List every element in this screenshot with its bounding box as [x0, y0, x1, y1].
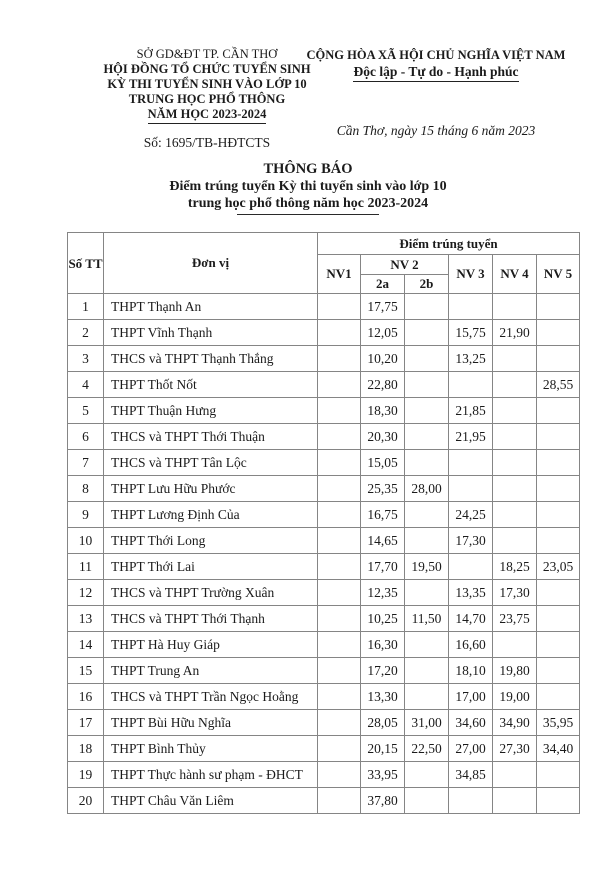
row-number: 18: [68, 736, 104, 762]
score-nv3: 13,25: [449, 346, 493, 372]
score-nv2a: 17,70: [361, 554, 405, 580]
score-nv4: [493, 528, 537, 554]
score-nv1: [318, 476, 361, 502]
table-row: [68, 554, 580, 580]
school-name: THCS và THPT Trường Xuân: [104, 580, 318, 606]
score-nv1: [318, 710, 361, 736]
table-row: [68, 684, 580, 710]
table-row: [68, 502, 580, 528]
score-nv1: [318, 294, 361, 320]
score-nv2a: 33,95: [361, 762, 405, 788]
table-row: [68, 788, 580, 814]
score-nv3: 24,25: [449, 502, 493, 528]
column-header-don-vi: Đơn vị: [104, 233, 318, 294]
row-number: 15: [68, 658, 104, 684]
score-nv5: [537, 320, 580, 346]
table-row: [68, 346, 580, 372]
score-nv2a: 18,30: [361, 398, 405, 424]
score-nv4: [493, 372, 537, 398]
score-nv2a: 20,30: [361, 424, 405, 450]
school-name: THPT Thới Lai: [104, 554, 318, 580]
score-nv4: 18,25: [493, 554, 537, 580]
exam-name-line1: KỲ THI TUYỂN SINH VÀO LỚP 10: [107, 77, 307, 91]
score-nv1: [318, 788, 361, 814]
score-nv5: 23,05: [537, 554, 580, 580]
score-nv4: [493, 346, 537, 372]
table-row: [68, 580, 580, 606]
score-nv4: [493, 476, 537, 502]
table-row: [68, 320, 580, 346]
row-number: 8: [68, 476, 104, 502]
score-nv4: [493, 762, 537, 788]
score-nv3: 17,00: [449, 684, 493, 710]
row-number: 7: [68, 450, 104, 476]
score-nv3: [449, 554, 493, 580]
table-row: [68, 450, 580, 476]
score-nv1: [318, 762, 361, 788]
column-header-stt: Số TT: [68, 233, 104, 294]
score-nv2a: 12,35: [361, 580, 405, 606]
score-nv5: [537, 606, 580, 632]
score-nv5: [537, 502, 580, 528]
motto-line: [298, 63, 574, 82]
score-nv4: 23,75: [493, 606, 537, 632]
row-number: 6: [68, 424, 104, 450]
score-nv3: 16,60: [449, 632, 493, 658]
score-nv1: [318, 580, 361, 606]
row-number: 1: [68, 294, 104, 320]
school-name: THCS và THPT Thới Thuận: [104, 424, 318, 450]
row-number: 12: [68, 580, 104, 606]
row-number: 11: [68, 554, 104, 580]
score-nv4: 19,80: [493, 658, 537, 684]
table-row: [68, 528, 580, 554]
header-right-block: [298, 47, 574, 139]
score-nv5: [537, 762, 580, 788]
score-nv5: [537, 684, 580, 710]
score-nv2a: 17,75: [361, 294, 405, 320]
row-number: 5: [68, 398, 104, 424]
score-nv1: [318, 502, 361, 528]
score-nv5: [537, 632, 580, 658]
school-year-text: NĂM HỌC 2023-2024: [148, 107, 267, 124]
column-header-nv3: NV 3: [449, 255, 493, 294]
score-nv3: [449, 450, 493, 476]
row-number: 2: [68, 320, 104, 346]
score-nv5: 34,40: [537, 736, 580, 762]
score-nv2a: 17,20: [361, 658, 405, 684]
table-row: [68, 424, 580, 450]
score-nv2b: [405, 528, 449, 554]
row-number: 13: [68, 606, 104, 632]
score-nv2a: 22,80: [361, 372, 405, 398]
score-nv1: [318, 320, 361, 346]
score-nv1: [318, 372, 361, 398]
school-name: THPT Thạnh An: [104, 294, 318, 320]
score-nv5: [537, 528, 580, 554]
table-row: [68, 736, 580, 762]
school-name: THPT Thới Long: [104, 528, 318, 554]
issuing-department: SỞ GD&ĐT TP. CẦN THƠ: [136, 47, 278, 61]
score-nv2b: [405, 632, 449, 658]
score-nv4: [493, 294, 537, 320]
score-nv5: [537, 294, 580, 320]
school-name: THPT Lương Định Của: [104, 502, 318, 528]
score-nv3: [449, 372, 493, 398]
score-nv1: [318, 424, 361, 450]
score-nv3: [449, 294, 493, 320]
column-header-group-diem-trung-tuyen: Điểm trúng tuyển: [318, 233, 580, 255]
score-nv2b: [405, 294, 449, 320]
score-nv5: [537, 788, 580, 814]
score-nv1: [318, 346, 361, 372]
score-nv3: 21,95: [449, 424, 493, 450]
table-row: [68, 398, 580, 424]
score-nv5: [537, 580, 580, 606]
score-nv2b: [405, 372, 449, 398]
score-nv2b: [405, 398, 449, 424]
title-block: [0, 161, 616, 215]
exam-name-line2: TRUNG HỌC PHỔ THÔNG: [128, 92, 286, 106]
table-row: [68, 710, 580, 736]
score-nv1: [318, 606, 361, 632]
score-nv4: 34,90: [493, 710, 537, 736]
score-nv2a: 12,05: [361, 320, 405, 346]
row-number: 10: [68, 528, 104, 554]
score-nv2a: 28,05: [361, 710, 405, 736]
national-title: CỘNG HÒA XÃ HỘI CHỦ NGHĨA VIỆT NAM: [306, 48, 566, 62]
score-nv2a: 16,75: [361, 502, 405, 528]
score-nv5: [537, 398, 580, 424]
row-number: 16: [68, 684, 104, 710]
score-nv2b: [405, 346, 449, 372]
row-number: 4: [68, 372, 104, 398]
score-nv3: [449, 476, 493, 502]
score-nv5: [537, 658, 580, 684]
score-nv2b: [405, 580, 449, 606]
column-header-nv4: NV 4: [493, 255, 537, 294]
school-name: THCS và THPT Thới Thạnh: [104, 606, 318, 632]
score-nv3: 17,30: [449, 528, 493, 554]
score-nv2b: [405, 320, 449, 346]
score-nv2b: [405, 762, 449, 788]
score-nv5: [537, 450, 580, 476]
school-name: THCS và THPT Thạnh Thắng: [104, 346, 318, 372]
score-nv1: [318, 736, 361, 762]
score-nv3: 27,00: [449, 736, 493, 762]
score-nv1: [318, 398, 361, 424]
score-nv2a: 15,05: [361, 450, 405, 476]
score-nv4: 21,90: [493, 320, 537, 346]
score-nv3: 14,70: [449, 606, 493, 632]
place-date-line: Cần Thơ, ngày 15 tháng 6 năm 2023: [336, 123, 536, 138]
column-header-nv2: NV 2: [361, 255, 449, 275]
score-nv5: [537, 476, 580, 502]
score-nv2b: [405, 424, 449, 450]
school-name: THPT Vĩnh Thạnh: [104, 320, 318, 346]
score-nv2a: 14,65: [361, 528, 405, 554]
score-nv3: 15,75: [449, 320, 493, 346]
column-header-nv2a: 2a: [361, 275, 405, 294]
score-nv1: [318, 658, 361, 684]
table-row: [68, 762, 580, 788]
title-underline-rule: [237, 214, 379, 215]
score-nv5: [537, 424, 580, 450]
score-nv3: 18,10: [449, 658, 493, 684]
score-nv4: [493, 424, 537, 450]
issuing-council: HỘI ĐỒNG TỔ CHỨC TUYỂN SINH: [103, 62, 311, 76]
score-nv2b: 11,50: [405, 606, 449, 632]
table-body: [68, 294, 580, 814]
row-number: 20: [68, 788, 104, 814]
school-name: THPT Hà Huy Giáp: [104, 632, 318, 658]
row-number: 17: [68, 710, 104, 736]
school-name: THCS và THPT Tân Lộc: [104, 450, 318, 476]
score-nv2b: [405, 788, 449, 814]
score-nv2a: 25,35: [361, 476, 405, 502]
score-nv2b: 22,50: [405, 736, 449, 762]
document-number: Số: 1695/TB-HĐTCTS: [143, 135, 271, 150]
score-nv2a: 37,80: [361, 788, 405, 814]
score-nv1: [318, 684, 361, 710]
score-nv4: 19,00: [493, 684, 537, 710]
row-number: 9: [68, 502, 104, 528]
score-nv2a: 13,30: [361, 684, 405, 710]
score-nv2a: 10,20: [361, 346, 405, 372]
document-subtitle-line2: trung học phổ thông năm học 2023-2024: [187, 196, 429, 211]
score-nv4: [493, 788, 537, 814]
score-nv1: [318, 632, 361, 658]
admission-score-table: [67, 232, 580, 814]
score-nv3: 34,85: [449, 762, 493, 788]
score-nv4: 27,30: [493, 736, 537, 762]
row-number: 14: [68, 632, 104, 658]
school-name: THPT Bùi Hữu Nghĩa: [104, 710, 318, 736]
motto-text: Độc lập - Tự do - Hạnh phúc: [353, 64, 518, 82]
school-name: THPT Châu Văn Liêm: [104, 788, 318, 814]
score-nv3: 34,60: [449, 710, 493, 736]
score-nv2a: 10,25: [361, 606, 405, 632]
score-nv3: 13,35: [449, 580, 493, 606]
table-row: [68, 372, 580, 398]
document-subtitle-line1: Điểm trúng tuyển Kỳ thi tuyển sinh vào lớp 10: [169, 179, 447, 194]
score-nv2b: [405, 658, 449, 684]
column-header-nv5: NV 5: [537, 255, 580, 294]
score-nv1: [318, 554, 361, 580]
school-name: THCS và THPT Trần Ngọc Hoằng: [104, 684, 318, 710]
score-nv2b: 31,00: [405, 710, 449, 736]
column-header-nv2b: 2b: [405, 275, 449, 294]
column-header-nv1: NV1: [318, 255, 361, 294]
score-nv4: 17,30: [493, 580, 537, 606]
score-nv4: [493, 398, 537, 424]
score-nv1: [318, 450, 361, 476]
score-nv5: 35,95: [537, 710, 580, 736]
score-nv2b: 28,00: [405, 476, 449, 502]
score-nv5: 28,55: [537, 372, 580, 398]
score-nv3: [449, 788, 493, 814]
score-nv4: [493, 450, 537, 476]
table-row: [68, 658, 580, 684]
school-name: THPT Lưu Hữu Phước: [104, 476, 318, 502]
school-name: THPT Trung An: [104, 658, 318, 684]
table-row: [68, 476, 580, 502]
score-nv2b: 19,50: [405, 554, 449, 580]
school-name: THPT Thốt Nốt: [104, 372, 318, 398]
score-nv4: [493, 632, 537, 658]
score-nv5: [537, 346, 580, 372]
score-nv2b: [405, 684, 449, 710]
table-row: [68, 606, 580, 632]
table-row: [68, 632, 580, 658]
score-nv2a: 20,15: [361, 736, 405, 762]
table-row: [68, 294, 580, 320]
score-nv2b: [405, 450, 449, 476]
row-number: 3: [68, 346, 104, 372]
row-number: 19: [68, 762, 104, 788]
document-title: THÔNG BÁO: [263, 161, 353, 177]
score-nv2a: 16,30: [361, 632, 405, 658]
score-nv2b: [405, 502, 449, 528]
score-nv4: [493, 502, 537, 528]
school-name: THPT Bình Thủy: [104, 736, 318, 762]
school-name: THPT Thực hành sư phạm - ĐHCT: [104, 762, 318, 788]
school-name: THPT Thuận Hưng: [104, 398, 318, 424]
score-nv3: 21,85: [449, 398, 493, 424]
score-nv1: [318, 528, 361, 554]
